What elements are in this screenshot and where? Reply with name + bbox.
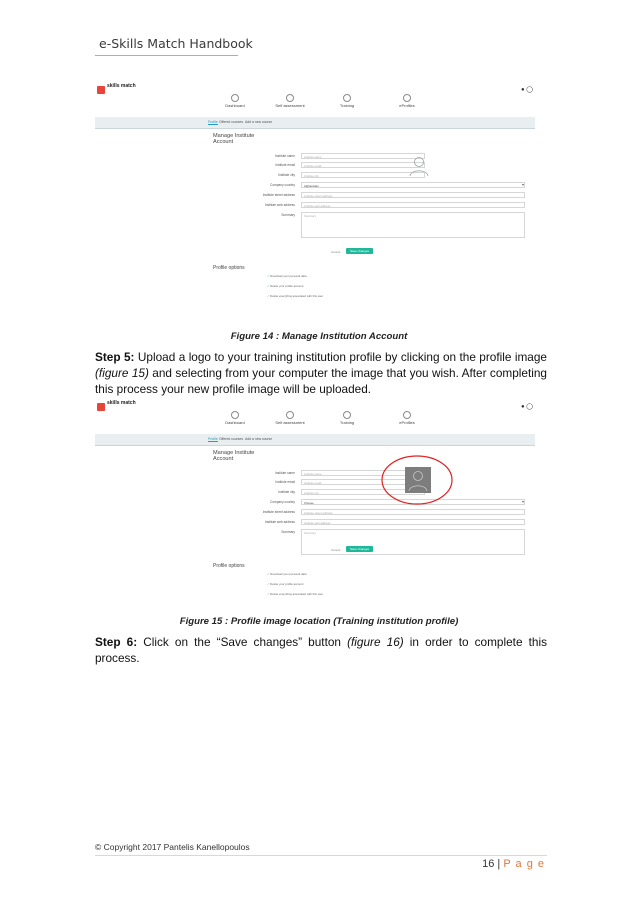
nav-label: eProfiles (399, 420, 415, 425)
step-5-paragraph (95, 349, 547, 397)
field-label: Institute street address (262, 510, 295, 514)
nav-icon (403, 411, 411, 419)
tab-item[interactable]: Offered courses (219, 437, 244, 441)
nav-item[interactable] (382, 94, 432, 108)
step-6-paragraph (95, 634, 547, 666)
step-6-figure-ref: (figure 16) (347, 635, 404, 649)
chevron-down-icon: ▾ (522, 499, 525, 504)
skills-match-logo-mark (97, 86, 105, 94)
tab-item[interactable]: Offered courses (219, 120, 244, 124)
handbook-title: e-Skills Match Handbook (99, 36, 253, 51)
profile-option[interactable]: ✓ Delete your profile account (267, 284, 303, 288)
field-input[interactable]: Institute web address (301, 202, 525, 208)
field-input[interactable]: Institute city (301, 489, 425, 495)
nav-item[interactable] (382, 411, 432, 425)
nav-label: Dashboard (225, 103, 245, 108)
nav-label: Training (339, 420, 355, 425)
profile-options-title: Profile options (213, 563, 245, 569)
nav-icon (343, 94, 351, 102)
nav-label: Training (339, 103, 355, 108)
tab-item[interactable]: Add a new course (245, 437, 273, 441)
field-input[interactable]: Afghanistan (301, 182, 525, 188)
field-input[interactable]: Institute street address (301, 509, 525, 515)
page-number-value: 16 (482, 858, 495, 870)
field-input[interactable]: Institute email (301, 162, 425, 168)
field-input[interactable]: Choose (301, 499, 525, 505)
profile-option[interactable]: ✓ Download your personal data (267, 274, 307, 278)
field-label: Summary (281, 213, 295, 217)
nav-label: Self assessment (275, 103, 305, 108)
field-label: Company country (270, 183, 295, 187)
footer-divider (95, 855, 547, 856)
step-5-label: Step 5: (95, 350, 135, 364)
form-row (225, 182, 525, 189)
cancel-button[interactable]: Cancel (331, 548, 341, 552)
figure-15-caption: Figure 15 : Profile image location (Training institution profile) (179, 616, 459, 627)
user-menu-icon[interactable]: ● ◯ (520, 87, 533, 93)
step-5-text: Upload a logo to your training institution profile by clicking on the profile image (134, 350, 547, 364)
skills-match-logo-mark (97, 403, 105, 411)
field-input[interactable]: Institute street address (301, 192, 525, 198)
field-label: Institute email (275, 163, 295, 167)
chevron-down-icon: ▾ (522, 182, 525, 187)
form-row (225, 202, 525, 209)
form-row (225, 489, 525, 496)
nav-item[interactable] (210, 94, 260, 108)
main-nav (95, 411, 535, 433)
user-avatar-icon (408, 155, 430, 177)
form-row (225, 479, 525, 486)
field-input[interactable]: Institute name (301, 153, 425, 159)
form-row (225, 529, 525, 536)
field-label: Institute name (274, 154, 295, 158)
nav-icon (286, 94, 294, 102)
profile-image-placeholder[interactable] (408, 155, 430, 177)
app-logo-text: skills match (107, 83, 136, 89)
step-5-text-end: and selecting from your computer the image that you wish. After completing this process your new profile image will be uploaded. (95, 366, 547, 396)
form-row (225, 212, 525, 219)
copyright-notice: © Copyright 2017 Pantelis Kanellopoulos (95, 842, 250, 852)
nav-icon (343, 411, 351, 419)
figure-14-screenshot (95, 80, 535, 298)
profile-tabs (95, 434, 535, 446)
step-5-figure-ref: (figure 15) (95, 366, 149, 380)
form-row (225, 162, 525, 169)
nav-item[interactable] (322, 94, 372, 108)
nav-label: Self assessment (275, 420, 305, 425)
field-label: Institute web address (264, 203, 295, 207)
app-logo-text: skills match (107, 400, 136, 406)
field-label: Institute name (274, 471, 295, 475)
field-label: Institute city (278, 173, 295, 177)
nav-label: Dashboard (225, 420, 245, 425)
form-row (225, 499, 525, 506)
field-input[interactable]: Institute web address (301, 519, 525, 525)
field-input[interactable]: Institute email (301, 479, 425, 485)
form-row (225, 153, 525, 160)
profile-option[interactable]: ✓ Download your personal data (267, 572, 307, 576)
user-menu-icon[interactable]: ● ◯ (520, 404, 533, 410)
tab-item[interactable]: Profile (208, 437, 218, 441)
profile-options-title: Profile options (213, 265, 245, 271)
nav-icon (231, 411, 239, 419)
save-changes-button[interactable]: Save changes (346, 248, 373, 254)
tab-item[interactable]: Profile (208, 120, 218, 124)
profile-option[interactable]: ✓ Delete everything associated with this user (267, 294, 323, 298)
cancel-button[interactable]: Cancel (331, 250, 341, 254)
profile-tabs (95, 117, 535, 129)
step-6-text-end: in order to complete this process. (95, 635, 547, 665)
page-number (482, 858, 545, 870)
step-6-label: Step 6: (95, 635, 138, 649)
field-label: Summary (281, 530, 295, 534)
form-row (225, 509, 525, 516)
form-row (225, 172, 525, 179)
field-label: Company country (270, 500, 295, 504)
field-input[interactable]: Institute name (301, 470, 425, 476)
nav-label: eProfiles (399, 103, 415, 108)
page-separator: | (497, 858, 501, 870)
field-input[interactable]: Institute city (301, 172, 425, 178)
header-divider (95, 55, 238, 56)
field-input[interactable]: Summary (301, 529, 525, 555)
nav-item[interactable] (322, 411, 372, 425)
nav-item[interactable] (265, 411, 315, 425)
form-row (225, 519, 525, 526)
field-input[interactable]: Summary (301, 212, 525, 238)
highlight-circle (380, 454, 454, 506)
profile-option[interactable]: ✓ Delete everything associated with this user (267, 592, 323, 596)
manage-institute-title: Manage Institute Account (213, 133, 255, 145)
form-row (225, 192, 525, 199)
field-label: Institute web address (264, 520, 295, 524)
save-changes-button[interactable]: Save changes (346, 546, 373, 552)
field-label: Institute email (275, 480, 295, 484)
tab-item[interactable]: Add a new course (245, 120, 273, 124)
figure-14-caption: Figure 14 : Manage Institution Account (230, 331, 408, 342)
nav-item[interactable] (265, 94, 315, 108)
manage-institute-title: Manage Institute Account (213, 450, 255, 462)
form-row (225, 470, 525, 477)
field-label: Institute street address (262, 193, 295, 197)
main-nav (95, 94, 535, 116)
step-6-text: Click on the “Save changes” button (137, 635, 348, 649)
profile-option[interactable]: ✓ Delete your profile account (267, 582, 303, 586)
nav-icon (231, 94, 239, 102)
figure-15-screenshot (95, 397, 535, 597)
nav-icon (286, 411, 294, 419)
field-label: Institute city (278, 490, 295, 494)
nav-icon (403, 94, 411, 102)
page-word: P a g e (503, 858, 545, 870)
nav-item[interactable] (210, 411, 260, 425)
